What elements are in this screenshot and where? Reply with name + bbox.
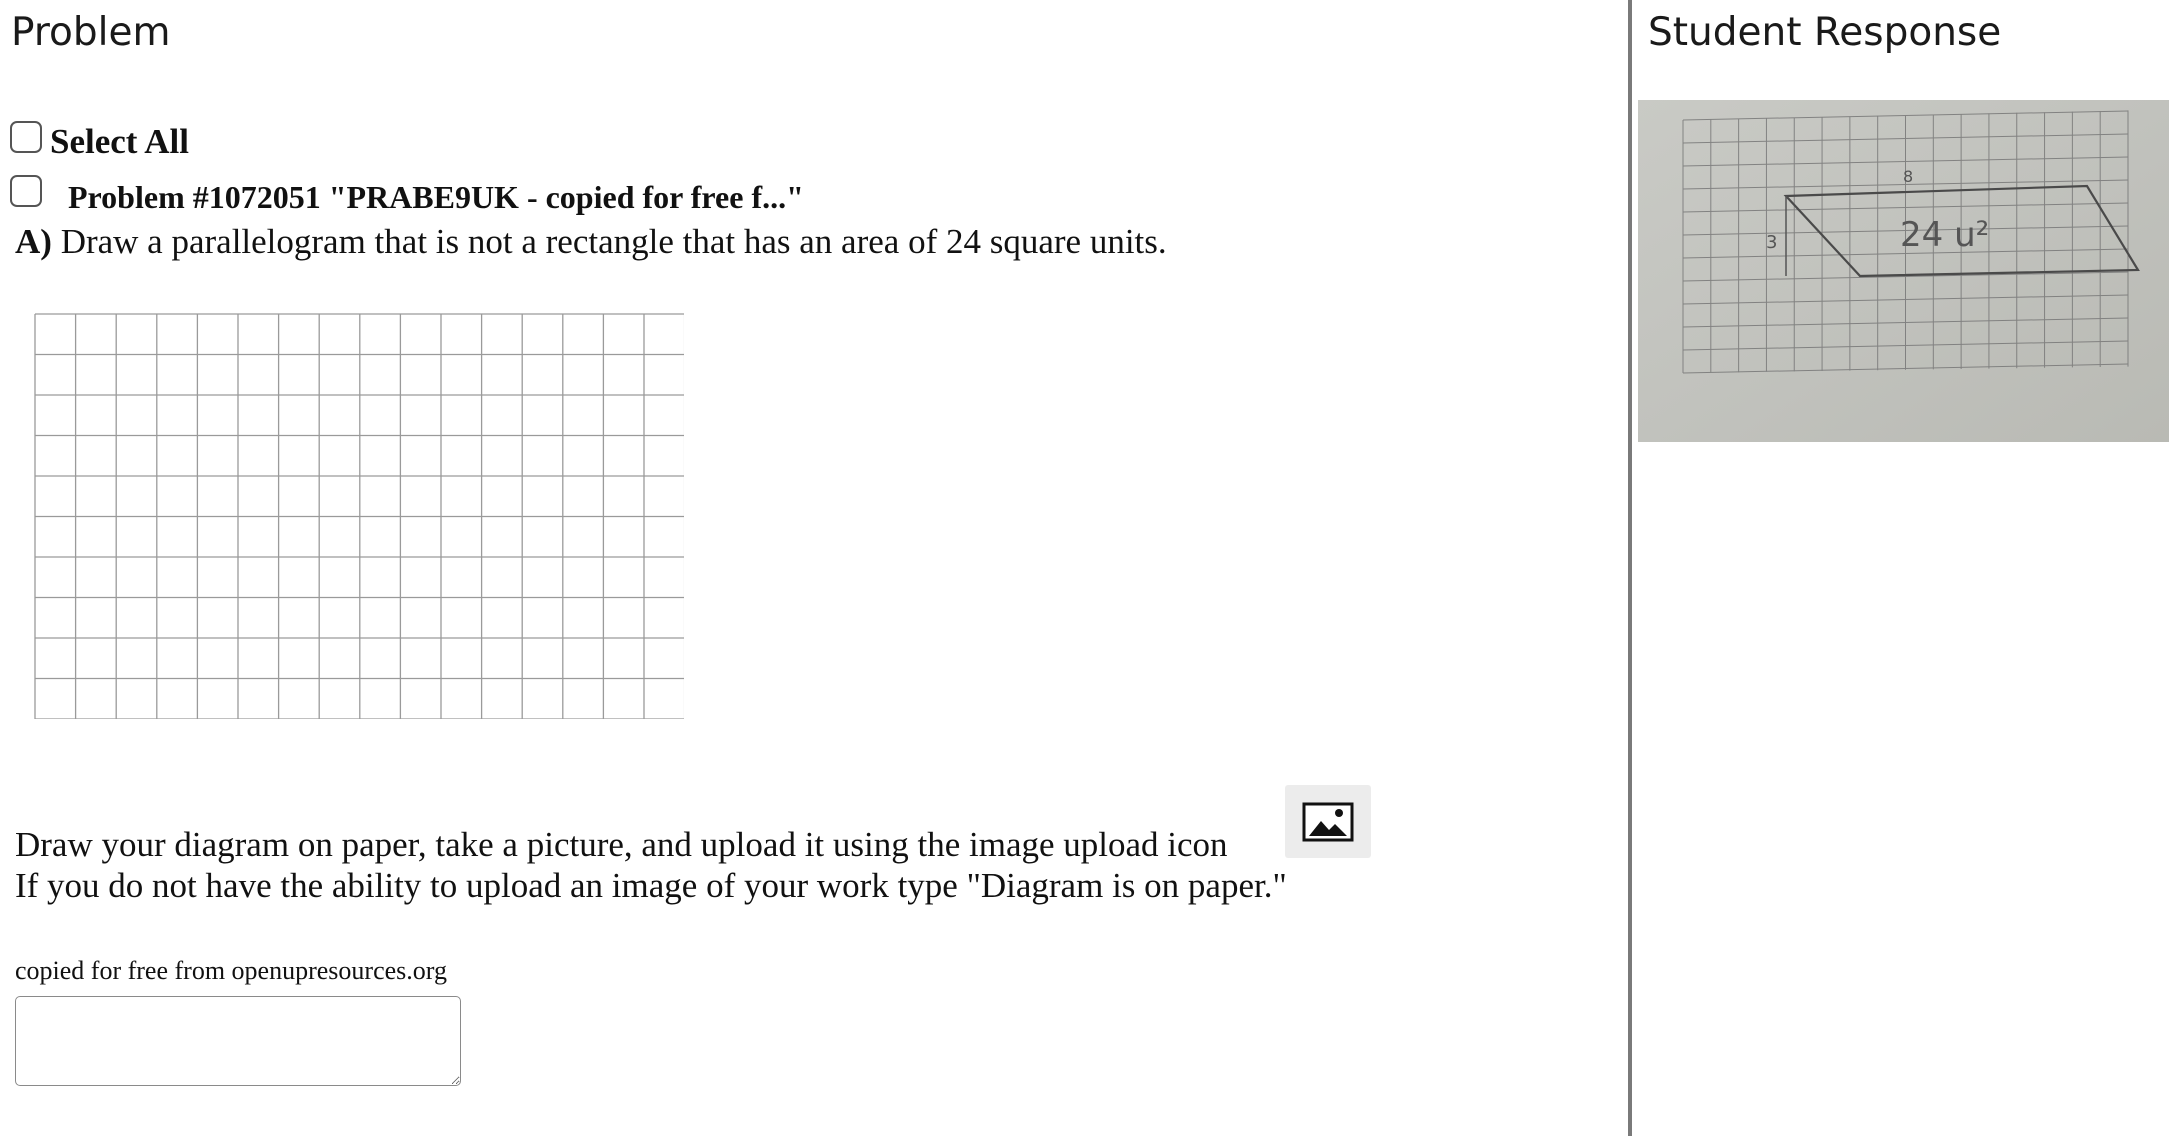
problem-heading: Problem bbox=[11, 10, 171, 55]
instruction-line-2: If you do not have the ability to upload an image of your work type "Diagram is on paper." bbox=[15, 866, 1287, 905]
problem-checkbox[interactable] bbox=[10, 175, 42, 207]
blank-grid-svg bbox=[34, 313, 684, 719]
blank-grid bbox=[34, 313, 684, 724]
question bbox=[15, 222, 1167, 262]
answer-input[interactable] bbox=[15, 996, 461, 1086]
problem-title: Problem #1072051 "PRABE9UK - copied for free f..." bbox=[68, 179, 804, 215]
student-response-pane bbox=[1632, 0, 2169, 1136]
question-part-label: A) bbox=[15, 222, 52, 261]
attribution-text: copied for free from openupresources.org bbox=[15, 956, 447, 985]
student-response-photo bbox=[1638, 100, 2169, 442]
student-response-heading: Student Response bbox=[1648, 10, 2002, 55]
photo-annotation-area: 24 u² bbox=[1900, 215, 1990, 255]
image-upload-icon bbox=[1302, 802, 1354, 842]
select-all-label[interactable]: Select All bbox=[50, 122, 189, 161]
photo-annotation-base: 8 bbox=[1903, 167, 1914, 186]
photo-annotation-height: 3 bbox=[1766, 232, 1778, 253]
instruction-line-1: Draw your diagram on paper, take a picture, and upload it using the image upload icon bbox=[15, 825, 1228, 864]
select-all-checkbox[interactable] bbox=[10, 121, 42, 153]
question-text: Draw a parallelogram that is not a rectangle that has an area of 24 square units. bbox=[60, 222, 1167, 261]
image-upload-button[interactable] bbox=[1285, 785, 1371, 858]
